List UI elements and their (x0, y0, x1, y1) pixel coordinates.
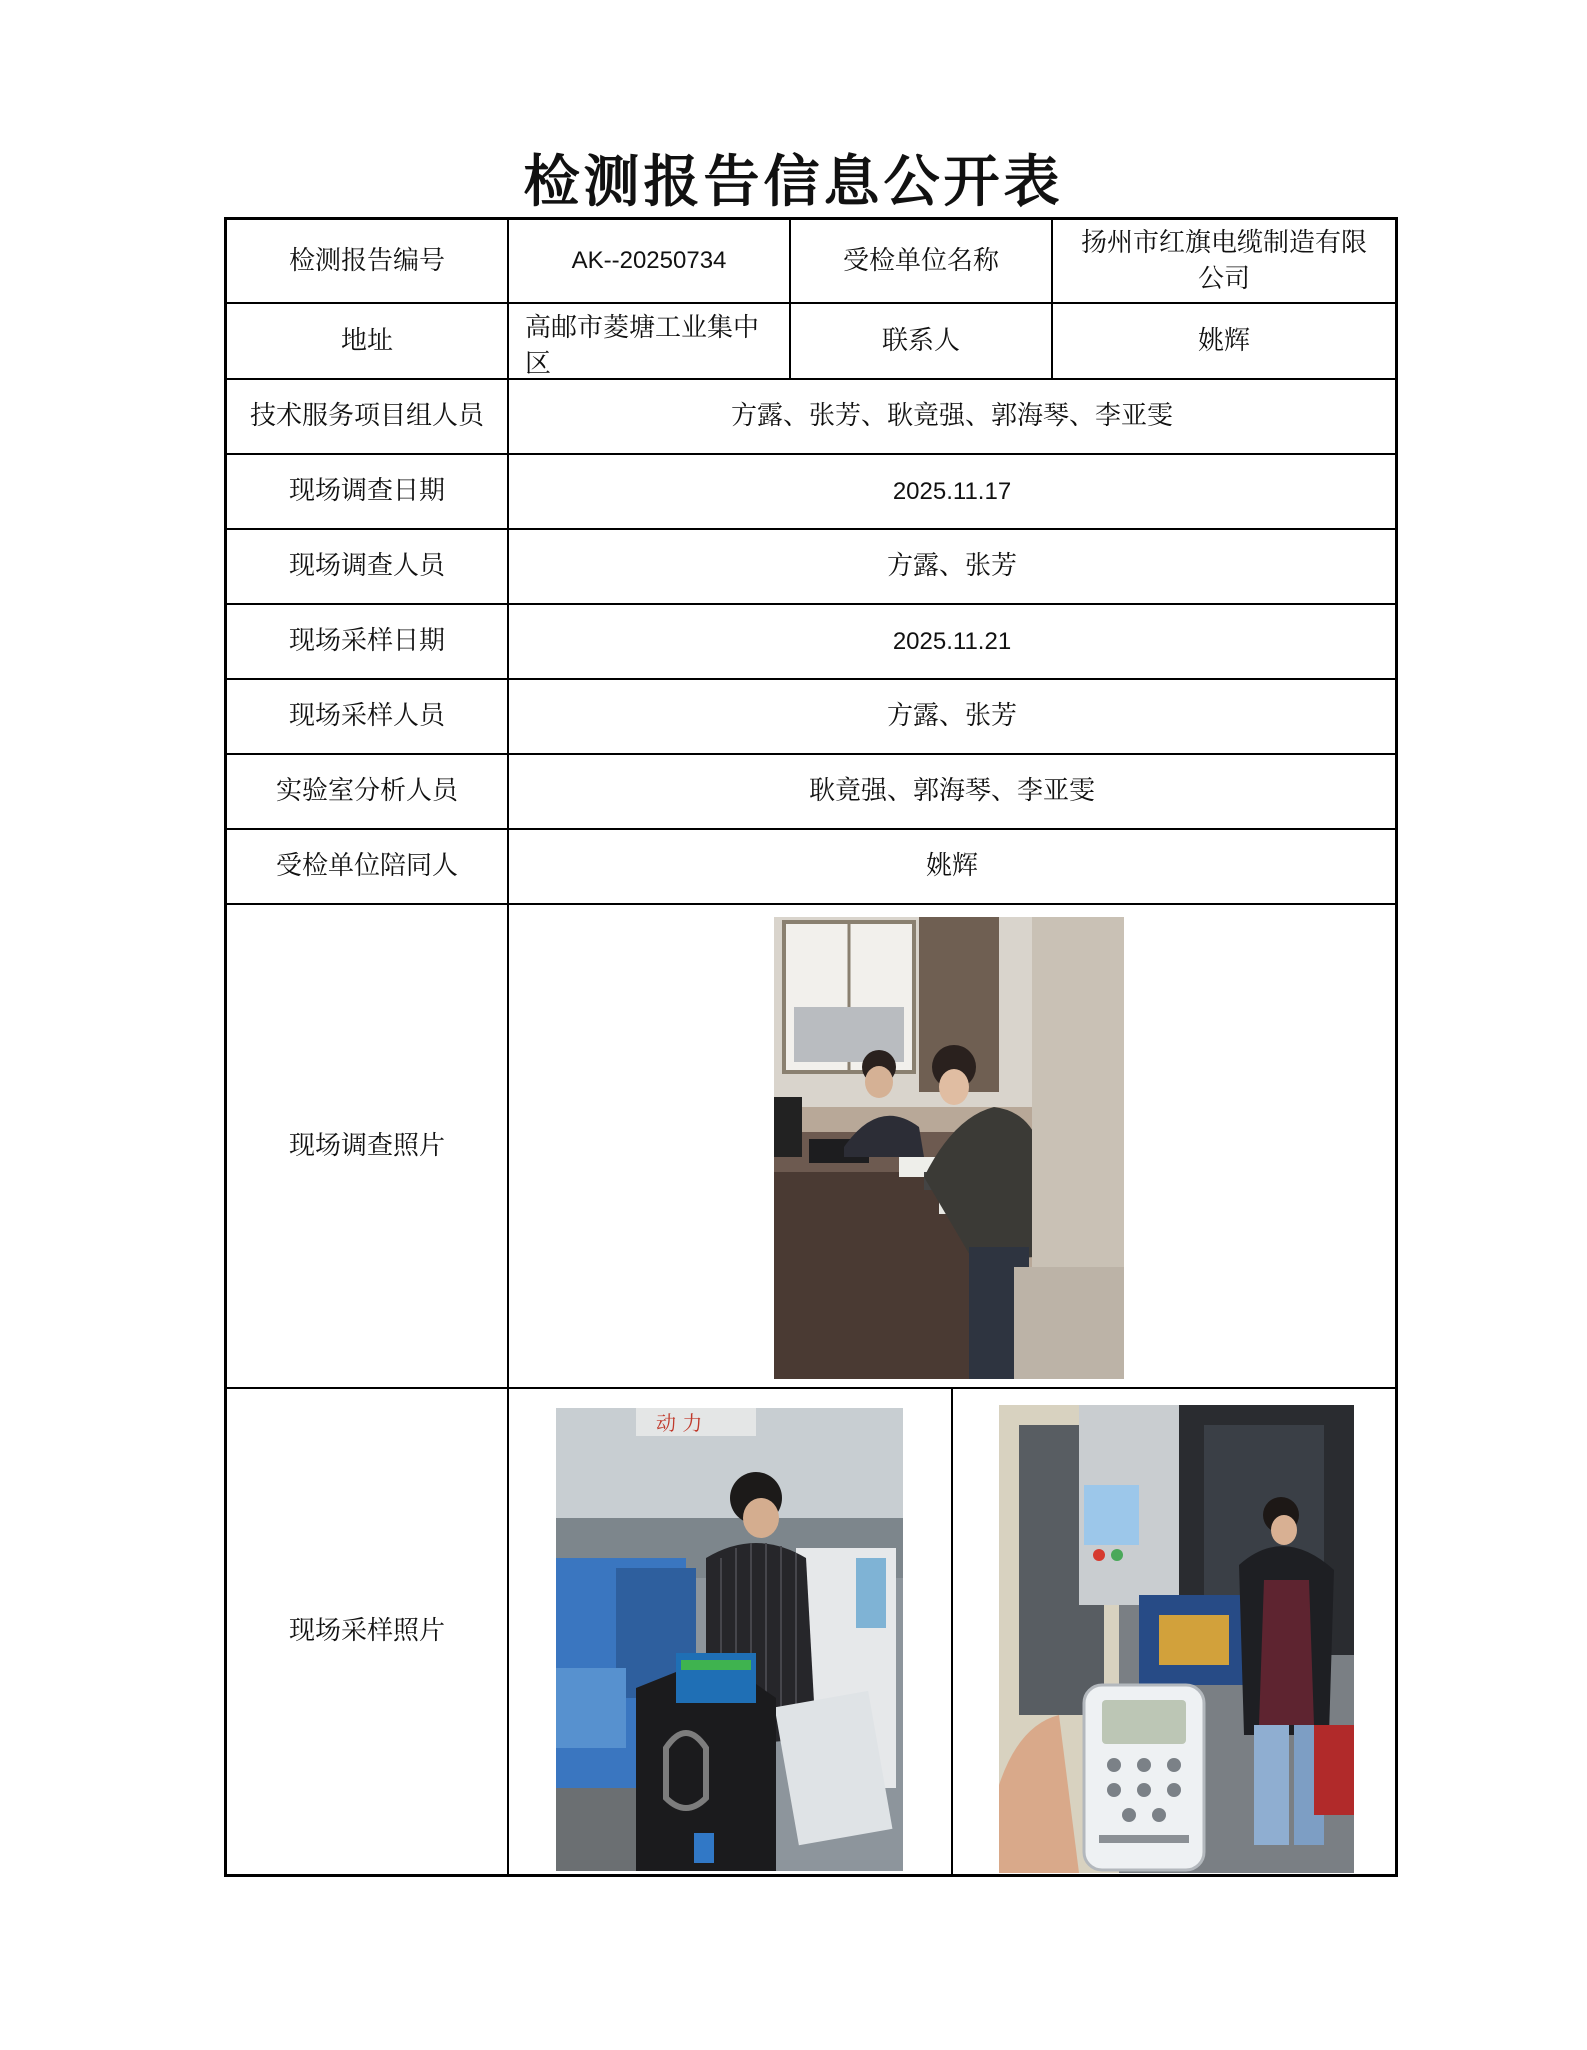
report-no-value: AK--20250734 (509, 220, 791, 304)
address-value: 高邮市菱塘工业集中区 (509, 304, 791, 380)
survey-staff-value: 方露、张芳 (509, 530, 1395, 605)
svg-text:动 力: 动 力 (656, 1411, 703, 1435)
escort-value: 姚辉 (509, 830, 1395, 905)
contact-value: 姚辉 (1053, 304, 1395, 380)
lab-staff-label: 实验室分析人员 (227, 755, 509, 830)
escort-label: 受检单位陪同人 (227, 830, 509, 905)
report-no-label: 检测报告编号 (227, 220, 509, 304)
sampling-photo-2 (999, 1405, 1354, 1873)
sampling-staff-value: 方露、张芳 (509, 680, 1395, 755)
sampling-date-value: 2025.11.21 (509, 605, 1395, 680)
team-value: 方露、张芳、耿竟强、郭海琴、李亚雯 (509, 380, 1395, 455)
survey-date-value: 2025.11.17 (509, 455, 1395, 530)
sampling-photo-label: 现场采样照片 (227, 1389, 509, 1874)
lab-staff-value: 耿竟强、郭海琴、李亚雯 (509, 755, 1395, 830)
survey-photo-label: 现场调查照片 (227, 905, 509, 1389)
unit-name-value: 扬州市红旗电缆制造有限公司 (1053, 220, 1395, 304)
contact-label: 联系人 (791, 304, 1053, 380)
sampling-photo-1 (556, 1408, 903, 1871)
address-label: 地址 (227, 304, 509, 380)
sampling-staff-label: 现场采样人员 (227, 680, 509, 755)
survey-photo (774, 917, 1124, 1379)
team-label: 技术服务项目组人员 (227, 380, 509, 455)
page-title: 检测报告信息公开表 (523, 149, 1064, 215)
survey-date-label: 现场调查日期 (227, 455, 509, 530)
unit-name-label: 受检单位名称 (791, 220, 1053, 304)
sampling-date-label: 现场采样日期 (227, 605, 509, 680)
survey-staff-label: 现场调查人员 (227, 530, 509, 605)
